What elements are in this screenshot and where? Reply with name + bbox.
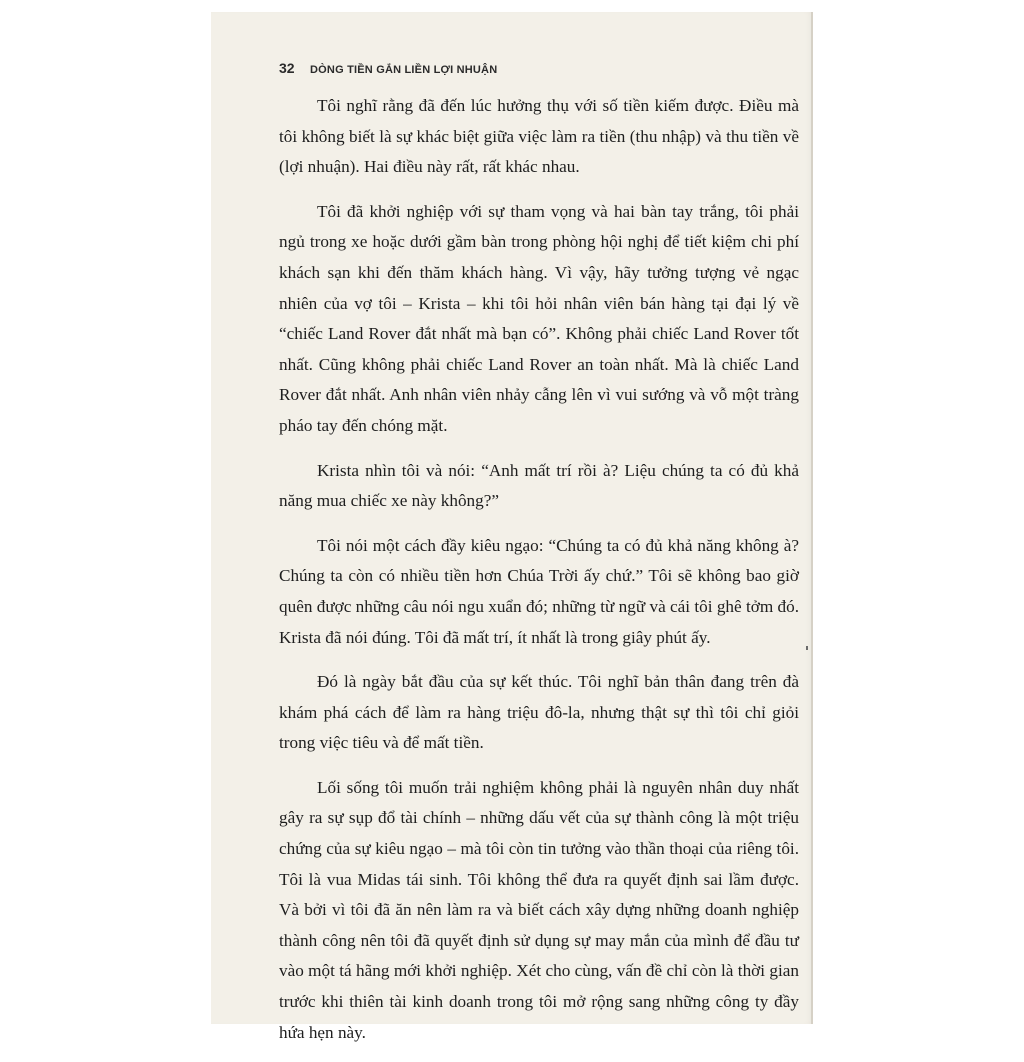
page-number: 32: [279, 60, 295, 76]
paragraph: Krista nhìn tôi và nói: “Anh mất trí rồi à? Liệu chúng ta có đủ khả năng mua chiếc xe này không?”: [279, 460, 799, 511]
paragraph: Đó là ngày bắt đầu của sự kết thúc. Tôi nghĩ bản thân đang trên đà khám phá cách để làm ra hàng triệu đô-la, nhưng thật sự thì tôi chỉ giỏi trong việc tiêu và để mất tiền.: [279, 672, 799, 753]
running-head: DÒNG TIỀN GẮN LIỀN LỢI NHUẬN: [310, 64, 498, 76]
paragraph: Lối sống tôi muốn trải nghiệm không phải là nguyên nhân duy nhất gây ra sự sụp đổ tài chính – những dấu vết của sự thành công là một triệu chứng của sự kiêu ngạo – mà tôi còn tin tưởng vào thần thoại của riêng tôi. Tôi là vua Midas tái sinh. Tôi không thể đưa ra quyết định sai lầm được. Và bởi vì tôi đã ăn nên làm ra và biết cách xây dựng những doanh nghiệp thành công nên tôi đã quyết định sử dụng sự may mắn của mình để đầu tư vào một tá hãng mới khởi nghiệp. Xét cho cùng, vấn đề chỉ còn là thời gian trước khi thiên tài kinh doanh trong tôi mở rộng sang những công ty đầy hứa hẹn này.: [279, 777, 799, 1042]
body-text: [279, 91, 799, 1062]
paragraph: Tôi nói một cách đầy kiêu ngạo: “Chúng ta có đủ khả năng không à? Chúng ta còn có nhiều tiền hơn Chúa Trời ấy chứ.” Tôi sẽ không bao giờ quên được những câu nói ngu xuẩn đó; những từ ngữ và cái tôi ghê tởm đó. Krista đã nói đúng. Tôi đã mất trí, ít nhất là trong giây phút ấy.: [279, 535, 799, 647]
margin-mark: [806, 646, 808, 650]
page-header: [279, 60, 497, 78]
paragraph: Tôi đã khởi nghiệp với sự tham vọng và hai bàn tay trắng, tôi phải ngủ trong xe hoặc dưới gầm bàn trong phòng hội nghị để tiết kiệm chi phí khách sạn khi đến thăm khách hàng. Vì vậy, hãy tưởng tượng vẻ ngạc nhiên của vợ tôi – Krista – khi tôi hỏi nhân viên bán hàng tại đại lý về “chiếc Land Rover đắt nhất mà bạn có”. Không phải chiếc Land Rover tốt nhất. Cũng không phải chiếc Land Rover an toàn nhất. Mà là chiếc Land Rover đắt nhất. Anh nhân viên nhảy cẫng lên vì vui sướng và vỗ một tràng pháo tay đến chóng mặt.: [279, 201, 799, 435]
page-edge: [811, 12, 813, 1024]
paragraph: Tôi nghĩ rằng đã đến lúc hưởng thụ với số tiền kiếm được. Điều mà tôi không biết là sự khác biệt giữa việc làm ra tiền (thu nhập) và thu tiền về (lợi nhuận). Hai điều này rất, rất khác nhau.: [279, 96, 799, 177]
